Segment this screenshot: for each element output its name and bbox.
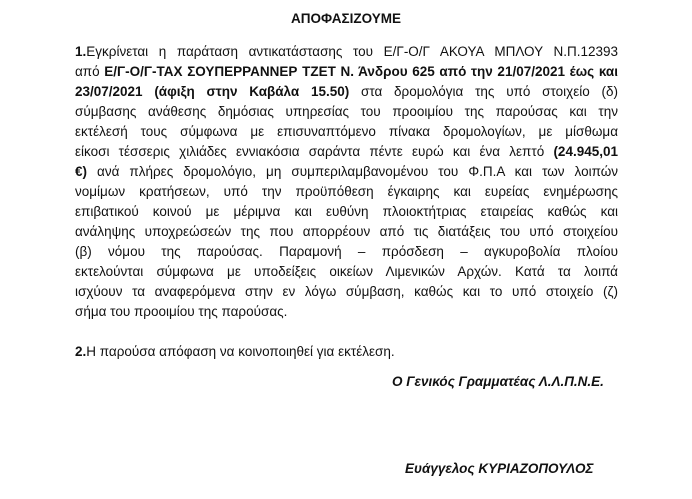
bold-text: Ε/Γ-Ο/Γ-ΤΑΧ ΣΟΥΠΕΡΡΑΝΝΕΡ ΤΖΕΤ Ν. Άνδρου 625 από την 21/07/2021 έως και (104, 64, 618, 79)
paragraph-text: Η παρούσα απόφαση να κοινοποιηθεί για εκτέλεση. (86, 344, 395, 359)
text-segment: στα δρομολόγια της υπό στοιχείο (δ) (349, 84, 618, 99)
text-segment: σήμα του προοιμίου της παρούσας. (75, 304, 288, 319)
text-segment: Εγκρίνεται η παράταση αντικατάστασης του Ε/Γ-Ο/Γ ΑΚΟΥΑ ΜΠΛΟΥ Ν.Π.12393 (86, 44, 618, 59)
text-line (75, 102, 618, 122)
text-segment: νομίμων κρατήσεων, υπό την προϋπόθεση έγκαιρης και ευρείας ενημέρωσης (75, 184, 618, 199)
text-line (75, 62, 618, 82)
bold-text: (24.945,01 (553, 144, 618, 159)
text-line (75, 282, 618, 302)
text-segment: ισχύουν τα αναφερόμενα στην εν λόγω σύμβαση, καθώς και το υπό στοιχείο (ζ) (75, 284, 618, 299)
text-line (75, 42, 618, 62)
text-line (75, 162, 618, 182)
text-line (75, 142, 618, 162)
paragraph-1 (75, 42, 618, 322)
text-segment: από (75, 64, 105, 79)
text-line (75, 262, 618, 282)
text-line (75, 182, 618, 202)
text-line (75, 302, 618, 322)
text-line (75, 242, 618, 262)
text-line (75, 82, 618, 102)
paragraph-2 (75, 342, 395, 362)
text-segment: επιβατικού κοινού με μέριμνα και ευθύνη πλοιοκτήτριας εταιρείας καθώς και (75, 204, 618, 219)
text-segment: σύμβασης ανάθεσης δημόσιας υπηρεσίας του προοιμίου της παρούσας και την (75, 104, 618, 119)
text-segment: ανάληψης υποχρεώσεών της που απορρέουν από τις διατάξεις του υπό στοιχείου (75, 224, 618, 239)
text-line (75, 202, 618, 222)
signatory-name: Ευάγγελος ΚΥΡΙΑΖΟΠΟΥΛΟΣ (405, 461, 594, 476)
text-segment: εκτελούνται σύμφωνα με υποδείξεις οικείων Λιμενικών Αρχών. Κατά τα λοιπά (75, 264, 618, 279)
text-segment: είκοσι τέσσερις χιλιάδες εννιακόσια σαράντα πέντε ευρώ και ένα λεπτό (75, 144, 554, 159)
signatory-title: Ο Γενικός Γραμματέας Λ.Λ.Π.Ν.Ε. (392, 374, 604, 389)
bold-text: 23/07/2021 (άφιξη στην Καβάλα 15.50) (75, 84, 350, 99)
paragraph-number: 2. (75, 344, 87, 359)
text-segment: ανά πλήρες δρομολόγιο, μη συμπεριλαμβανομένου του Φ.Π.Α και των λοιπών (87, 164, 618, 179)
bold-text: 1. (75, 44, 87, 59)
decision-heading: ΑΠΟΦΑΣΙΖΟΥΜΕ (291, 11, 401, 26)
text-segment: εκτέλεσή τους σύμφωνα με επισυναπτόμενο πίνακα δρομολογίων, με μίσθωμα (75, 124, 618, 139)
text-segment: (β) νόμου της παρούσας. Παραμονή – πρόσδεση – αγκυροβολία πλοίου (75, 244, 618, 259)
bold-text: €) (75, 164, 88, 179)
text-line (75, 222, 618, 242)
text-line (75, 122, 618, 142)
